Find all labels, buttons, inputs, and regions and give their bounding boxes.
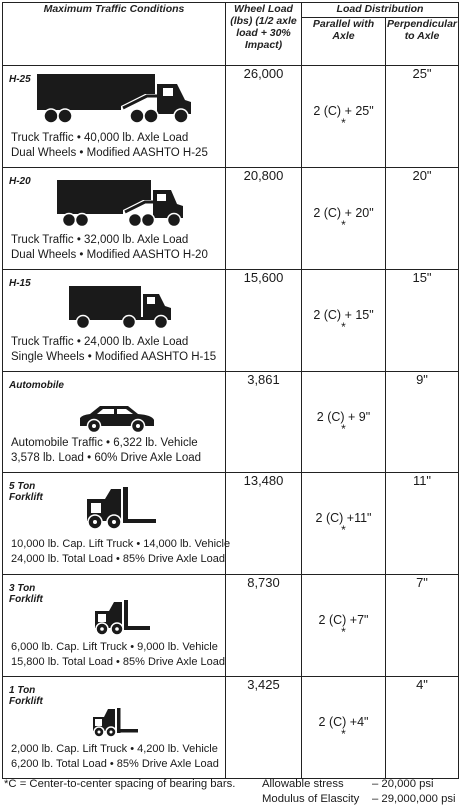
parallel-cell	[302, 372, 386, 473]
condition-line1: Truck Traffic • 40,000 lb. Axle Load	[11, 132, 189, 144]
perpendicular-value: 9"	[386, 372, 459, 473]
wheel-load-value: 3,861	[226, 372, 302, 473]
perpendicular-value: 7"	[386, 575, 459, 677]
condition-line2: 6,200 lb. Total Load • 85% Drive Axle Load	[11, 758, 219, 770]
parallel-formula: 2 (C) + 25"	[313, 104, 374, 118]
wheel-load-value: 15,600	[226, 270, 302, 372]
header-wheel-load: Wheel Load (lbs) (1/2 axle load + 30% Impact)	[226, 3, 302, 66]
perpendicular-value: 4"	[386, 677, 459, 779]
forklift-large-icon	[81, 485, 161, 531]
stress-label: Allowable stress	[262, 778, 344, 790]
traffic-load-table	[2, 2, 459, 779]
condition-line1: Truck Traffic • 24,000 lb. Axle Load	[11, 336, 189, 348]
car-icon	[76, 402, 158, 434]
parallel-formula: 2 (C) +11"	[315, 511, 372, 525]
parallel-asterisk: *	[341, 625, 346, 639]
forklift-small-icon	[89, 707, 141, 739]
condition-title: H-20	[9, 176, 31, 187]
table-row	[3, 575, 459, 677]
table-row	[3, 677, 459, 779]
condition-title: H-25	[9, 74, 31, 85]
condition-title: 5 Ton Forklift	[9, 481, 43, 503]
table-row	[3, 168, 459, 270]
condition-line1: 6,000 lb. Cap. Lift Truck • 9,000 lb. Vehicle	[11, 641, 218, 653]
table-row	[3, 372, 459, 473]
parallel-asterisk: *	[341, 727, 346, 741]
condition-line2: 24,000 lb. Total Load • 85% Drive Axle Load	[11, 553, 226, 565]
parallel-asterisk: *	[341, 320, 346, 334]
header-load-distribution: Load Distribution	[302, 3, 459, 18]
parallel-asterisk: *	[341, 218, 346, 232]
footnote: *C = Center-to-center spacing of bearing bars.	[4, 778, 236, 790]
condition-line2: 3,578 lb. Load • 60% Drive Axle Load	[11, 452, 202, 464]
parallel-cell	[302, 473, 386, 575]
condition-title: 1 Ton Forklift	[9, 685, 43, 707]
condition-cell	[3, 575, 226, 677]
table-row	[3, 66, 459, 168]
condition-cell	[3, 66, 226, 168]
condition-line2: 15,800 lb. Total Load • 85% Drive Axle Load	[11, 656, 226, 668]
condition-line1: Truck Traffic • 32,000 lb. Axle Load	[11, 234, 189, 246]
parallel-formula: 2 (C) + 15"	[313, 308, 374, 322]
condition-cell	[3, 168, 226, 270]
condition-line2: Dual Wheels • Modified AASHTO H-20	[11, 249, 208, 261]
parallel-formula: 2 (C) +4"	[318, 715, 369, 729]
parallel-formula: 2 (C) +7"	[318, 613, 369, 627]
parallel-formula: 2 (C) + 9"	[316, 410, 371, 424]
modulus-value: – 29,000,000 psi	[372, 793, 456, 805]
wheel-load-value: 20,800	[226, 168, 302, 270]
parallel-formula: 2 (C) + 20"	[313, 206, 374, 220]
perpendicular-value: 11"	[386, 473, 459, 575]
parallel-asterisk: *	[341, 523, 346, 537]
table-row	[3, 270, 459, 372]
condition-title: H-15	[9, 278, 31, 289]
parallel-asterisk: *	[341, 422, 346, 436]
stress-value: – 20,000 psi	[372, 778, 434, 790]
semi-truck-icon	[53, 178, 185, 228]
parallel-cell	[302, 270, 386, 372]
condition-line1: 2,000 lb. Cap. Lift Truck • 4,200 lb. Vehicle	[11, 743, 218, 755]
header-parallel: Parallel with Axle	[302, 18, 386, 66]
parallel-cell	[302, 677, 386, 779]
condition-line2: Single Wheels • Modified AASHTO H-15	[11, 351, 217, 363]
condition-line1: Automobile Traffic • 6,322 lb. Vehicle	[11, 437, 198, 449]
header-perpendicular: Perpendicular to Axle	[386, 18, 459, 66]
condition-line2: Dual Wheels • Modified AASHTO H-25	[11, 147, 208, 159]
forklift-medium-icon	[91, 599, 153, 637]
perpendicular-value: 20"	[386, 168, 459, 270]
condition-cell	[3, 677, 226, 779]
wheel-load-value: 13,480	[226, 473, 302, 575]
truck-icon	[65, 284, 173, 330]
condition-cell	[3, 372, 226, 473]
condition-cell	[3, 473, 231, 575]
parallel-asterisk: *	[341, 116, 346, 130]
parallel-cell	[302, 66, 386, 168]
condition-title: Automobile	[9, 380, 64, 391]
condition-line1: 10,000 lb. Cap. Lift Truck • 14,000 lb. Vehicle	[11, 538, 231, 550]
wheel-load-value: 26,000	[226, 66, 302, 168]
condition-title: 3 Ton Forklift	[9, 583, 43, 605]
parallel-cell	[302, 575, 386, 677]
condition-cell	[3, 270, 226, 372]
modulus-label: Modulus of Elascity	[262, 793, 360, 805]
semi-truck-large-icon	[33, 72, 193, 124]
wheel-load-value: 3,425	[226, 677, 302, 779]
perpendicular-value: 25"	[386, 66, 459, 168]
header-max-traffic: Maximum Traffic Conditions	[3, 3, 226, 66]
wheel-load-value: 8,730	[226, 575, 302, 677]
perpendicular-value: 15"	[386, 270, 459, 372]
table-row	[3, 473, 459, 575]
parallel-cell	[302, 168, 386, 270]
